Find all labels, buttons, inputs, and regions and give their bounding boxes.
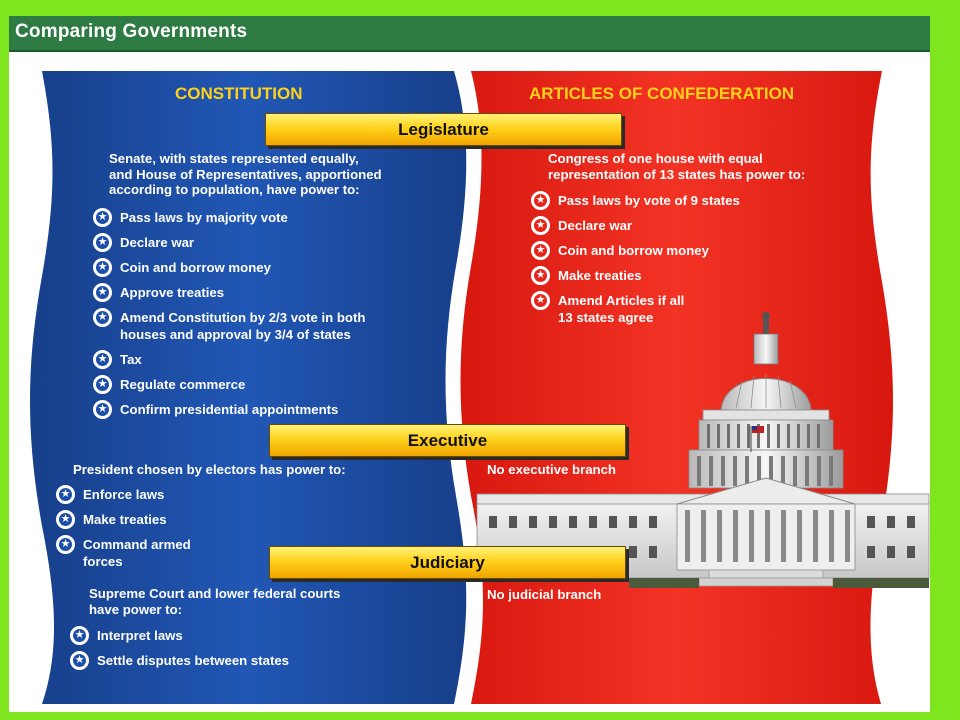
list-item bbox=[56, 536, 191, 570]
item-label bbox=[120, 309, 365, 343]
list-item bbox=[93, 234, 194, 252]
list-item bbox=[56, 486, 164, 504]
star-bullet-icon bbox=[531, 241, 550, 260]
executive-constitution-intro bbox=[73, 462, 346, 478]
item-label: Pass laws by majority vote bbox=[120, 210, 288, 225]
item-line: 13 states agree bbox=[558, 310, 654, 325]
list-item bbox=[93, 209, 288, 227]
item-line: Amend Constitution by 2/3 vote in both bbox=[120, 310, 366, 325]
star-bullet-icon bbox=[93, 308, 112, 327]
star-bullet-icon bbox=[56, 485, 75, 504]
item-label: Interpret laws bbox=[97, 628, 183, 643]
star-bullet-icon bbox=[70, 651, 89, 670]
constitution-heading: CONSTITUTION bbox=[175, 84, 303, 103]
item-label: Enforce laws bbox=[83, 487, 165, 502]
star-bullet-icon bbox=[70, 626, 89, 645]
list-item bbox=[531, 292, 684, 326]
item-line: Command armed bbox=[83, 537, 191, 552]
intro-line: and House of Representatives, apportioned bbox=[109, 166, 382, 182]
judiciary-articles-text: No judicial branch bbox=[487, 587, 602, 602]
item-label bbox=[558, 292, 684, 326]
legislature-articles-intro bbox=[548, 151, 805, 182]
item-label: Declare war bbox=[120, 235, 195, 250]
star-bullet-icon bbox=[531, 291, 550, 310]
star-bullet-icon bbox=[93, 208, 112, 227]
star-bullet-icon bbox=[93, 375, 112, 394]
star-bullet-icon bbox=[531, 216, 550, 235]
list-item bbox=[93, 284, 224, 302]
item-label bbox=[83, 536, 191, 570]
item-label: Make treaties bbox=[83, 512, 167, 527]
intro-line: have power to: bbox=[89, 601, 183, 617]
item-label: Approve treaties bbox=[120, 285, 225, 300]
intro-line: according to population, have power to: bbox=[109, 182, 360, 197]
item-label: Tax bbox=[120, 352, 142, 367]
item-label: Regulate commerce bbox=[120, 377, 246, 392]
star-bullet-icon bbox=[56, 510, 75, 529]
item-label: Pass laws by vote of 9 states bbox=[558, 193, 740, 208]
item-label: Confirm presidential appointments bbox=[120, 402, 339, 417]
star-bullet-icon bbox=[93, 258, 112, 277]
list-item bbox=[531, 242, 709, 260]
item-line: Amend Articles if all bbox=[558, 293, 685, 308]
executive-banner: Executive bbox=[269, 424, 626, 457]
articles-heading: ARTICLES OF CONFEDERATION bbox=[529, 84, 795, 103]
star-bullet-icon bbox=[93, 283, 112, 302]
star-bullet-icon bbox=[531, 191, 550, 210]
list-item bbox=[70, 627, 183, 645]
item-label: Settle disputes between states bbox=[97, 653, 290, 668]
item-label: Coin and borrow money bbox=[120, 260, 271, 275]
executive-articles-text: No executive branch bbox=[487, 462, 616, 477]
item-label: Make treaties bbox=[558, 268, 642, 283]
list-item bbox=[93, 309, 365, 343]
page-title: Comparing Governments bbox=[15, 21, 248, 42]
intro-line: Supreme Court and lower federal courts bbox=[89, 586, 341, 601]
intro-line: President chosen by electors has power to: bbox=[73, 462, 346, 477]
item-label: Coin and borrow money bbox=[558, 243, 709, 258]
page-frame bbox=[9, 16, 930, 712]
list-item bbox=[93, 376, 245, 394]
item-line: forces bbox=[83, 554, 123, 569]
star-bullet-icon bbox=[93, 233, 112, 252]
star-bullet-icon bbox=[531, 266, 550, 285]
list-item bbox=[93, 351, 142, 369]
legislature-banner: Legislature bbox=[265, 113, 622, 146]
intro-line: representation of 13 states has power to: bbox=[548, 166, 806, 182]
star-bullet-icon bbox=[56, 535, 75, 554]
judiciary-banner: Judiciary bbox=[269, 546, 626, 579]
intro-line: Congress of one house with equal bbox=[548, 151, 763, 166]
legislature-constitution-intro bbox=[109, 151, 382, 198]
judiciary-constitution-intro bbox=[89, 586, 340, 617]
list-item bbox=[531, 267, 642, 285]
star-bullet-icon bbox=[93, 400, 112, 419]
list-item bbox=[70, 652, 289, 670]
item-line: houses and approval by 3/4 of states bbox=[120, 327, 351, 342]
list-item bbox=[531, 217, 632, 235]
list-item bbox=[93, 259, 271, 277]
intro-line: Senate, with states represented equally, bbox=[109, 151, 359, 166]
list-item bbox=[531, 192, 740, 210]
list-item bbox=[93, 401, 338, 419]
item-label: Declare war bbox=[558, 218, 633, 233]
star-bullet-icon bbox=[93, 350, 112, 369]
list-item bbox=[56, 511, 167, 529]
